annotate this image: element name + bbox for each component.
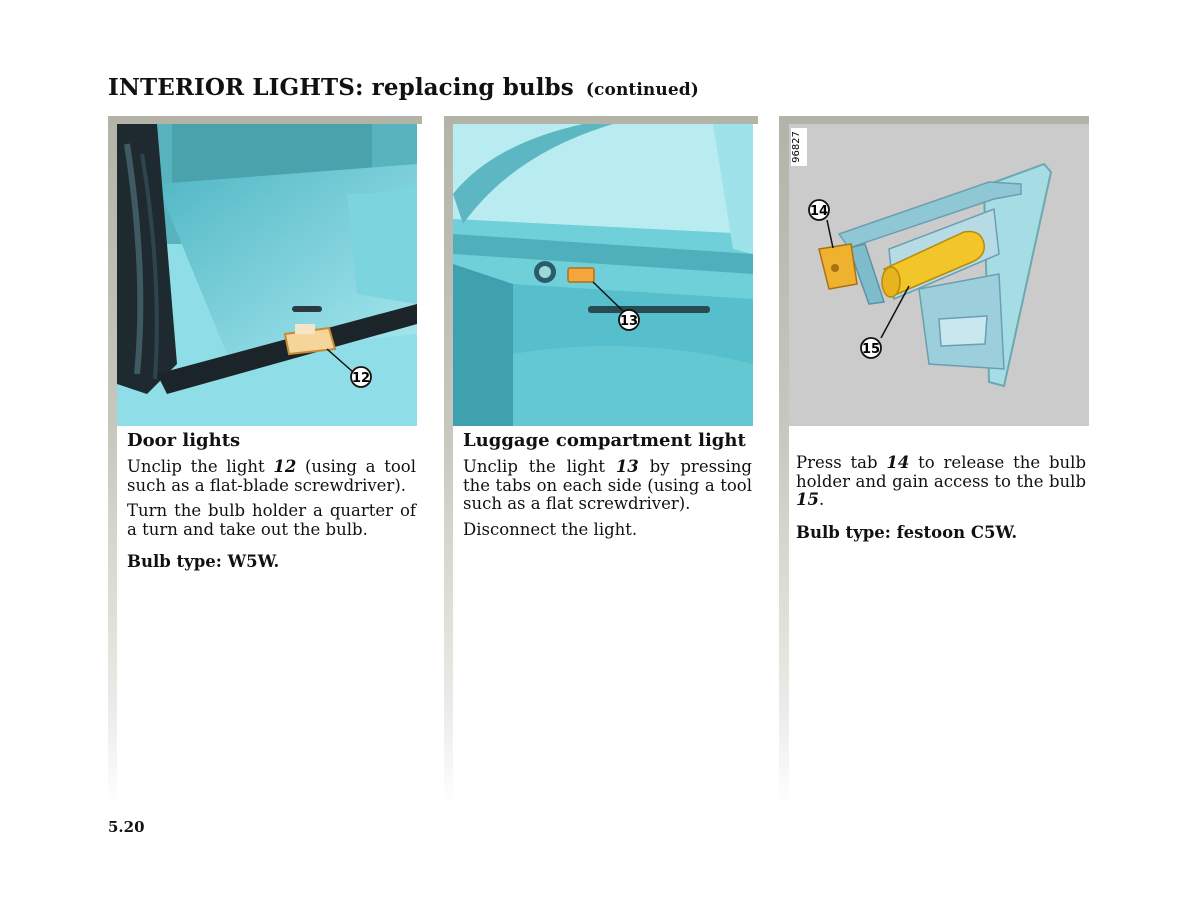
text-run: . xyxy=(818,490,825,509)
page-title-main: INTERIOR LIGHTS: replacing bulbs xyxy=(108,74,574,101)
column-topbar xyxy=(779,116,1089,124)
section-title: Luggage compartment light xyxy=(463,430,746,451)
callout-15: 15 xyxy=(861,342,881,357)
image-code: 96827 xyxy=(791,131,802,163)
section-title: Door lights xyxy=(127,430,241,451)
instruction-paragraph: Disconnect the light. xyxy=(463,519,638,539)
bulb-type: Bulb type: W5W. xyxy=(127,552,280,571)
column-topbar xyxy=(444,116,758,124)
instruction-paragraph xyxy=(127,458,416,495)
page-title xyxy=(108,74,699,101)
callout-14: 14 xyxy=(809,204,829,219)
part-reference: 14 xyxy=(886,453,910,472)
instruction-paragraph xyxy=(463,458,752,514)
text-run: (using a tool such as a flat-blade screwdriver). xyxy=(127,457,416,495)
text-run: Unclip the light xyxy=(463,457,616,476)
luggage-light-text xyxy=(463,430,752,546)
door-lights-text xyxy=(127,430,416,572)
instruction-paragraph: Turn the bulb holder a quarter of a turn and take out the bulb. xyxy=(127,501,416,539)
text-run: by pressing the tabs on each side (using a tool such as a flat screwdriver). xyxy=(463,457,752,513)
column-luggage-light xyxy=(444,116,758,806)
column-door-lights xyxy=(108,116,422,806)
column-sidebar xyxy=(444,116,453,806)
callout-12: 12 xyxy=(351,371,371,386)
part-reference: 13 xyxy=(615,457,639,476)
column-sidebar xyxy=(779,116,789,806)
part-reference: 15 xyxy=(796,490,819,509)
text-run: to release the bulb holder and gain access to the bulb xyxy=(796,453,1087,491)
instruction-paragraph xyxy=(796,454,1086,510)
bulb-type: Bulb type: festoon C5W. xyxy=(796,522,1018,542)
part-reference: 12 xyxy=(273,457,297,476)
column-topbar xyxy=(108,116,422,124)
page-title-continued: (continued) xyxy=(585,80,699,100)
text-run: Unclip the light xyxy=(127,457,274,476)
page-number: 5.20 xyxy=(108,818,145,836)
door-light-photo xyxy=(117,124,417,426)
column-sidebar xyxy=(108,116,117,806)
callout-13: 13 xyxy=(619,314,639,329)
bulb-holder-text xyxy=(796,454,1086,542)
bulb-holder-diagram xyxy=(789,124,1089,426)
luggage-light-photo xyxy=(453,124,753,426)
column-bulb-holder xyxy=(779,116,1089,806)
text-run: Press tab xyxy=(796,453,887,472)
